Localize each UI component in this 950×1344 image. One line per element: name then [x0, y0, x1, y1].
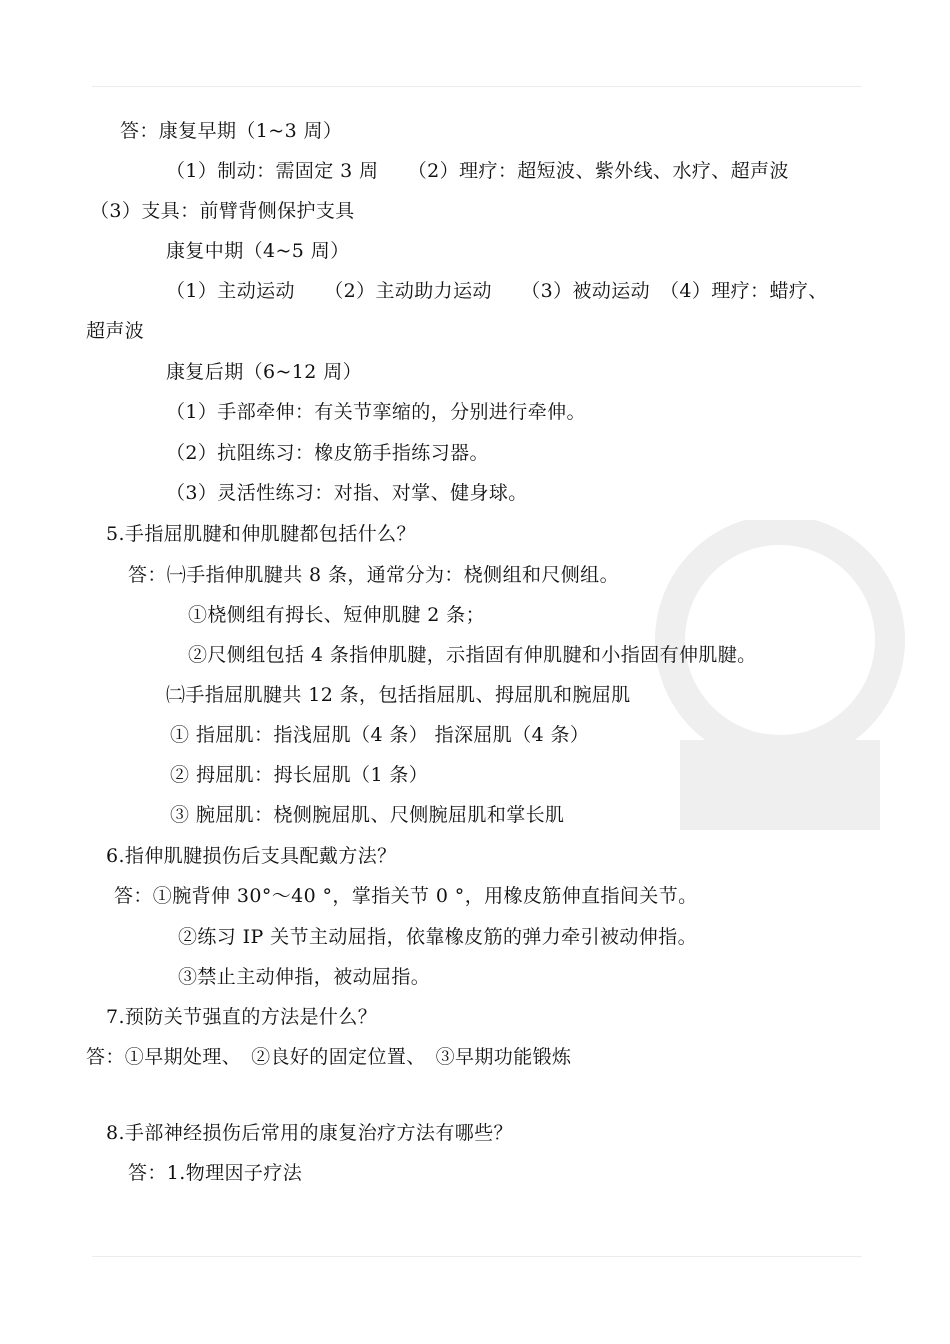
answer-6-step-1: 答：①腕背伸 30°～40 °，掌指关节 0 °，用橡皮筋伸直指间关节。	[114, 885, 698, 907]
late-stage-item-3: （3）灵活性练习：对指、对掌、健身球。	[166, 482, 528, 504]
answer-early-stage: 答：康复早期（1~3 周）	[120, 120, 343, 142]
answer-5-finger-flexors: ① 指屈肌：指浅屈肌（4 条） 指深屈肌（4 条）	[170, 724, 590, 746]
middle-stage-heading: 康复中期（4~5 周）	[166, 240, 350, 262]
early-stage-brace: （3）支具：前臂背侧保护支具	[90, 200, 355, 222]
answer-5-extensors: 答：㈠手指伸肌腱共 8 条，通常分为：桡侧组和尺侧组。	[128, 564, 619, 586]
answer-8-start: 答：1.物理因子疗法	[128, 1162, 303, 1184]
question-8: 8.手部神经损伤后常用的康复治疗方法有哪些？	[106, 1122, 513, 1144]
question-7: 7.预防关节强直的方法是什么？	[106, 1006, 378, 1028]
late-stage-item-1: （1）手部牵伸：有关节挛缩的，分别进行牵伸。	[166, 401, 586, 423]
answer-6-step-2: ②练习 IP 关节主动屈指，依靠橡皮筋的弹力牵引被动伸指。	[178, 926, 697, 948]
answer-5-flexors: ㈡手指屈肌腱共 12 条，包括指屈肌、拇屈肌和腕屈肌	[166, 684, 631, 706]
footer-rule	[92, 1256, 862, 1257]
answer-5-thumb-flexors: ② 拇屈肌：拇长屈肌（1 条）	[170, 764, 429, 786]
watermark-logo	[640, 520, 920, 840]
question-5: 5.手指屈肌腱和伸肌腱都包括什么？	[106, 523, 416, 545]
answer-7: 答：①早期处理、 ②良好的固定位置、 ③早期功能锻炼	[86, 1046, 572, 1068]
answer-6-step-3: ③禁止主动伸指，被动屈指。	[178, 966, 431, 988]
middle-stage-items-cont: 超声波	[86, 320, 145, 342]
middle-stage-items: （1）主动运动 （2）主动助力运动 （3）被动运动 （4）理疗：蜡疗、	[166, 280, 828, 302]
late-stage-heading: 康复后期（6~12 周）	[166, 361, 363, 383]
early-stage-items: （1）制动：需固定 3 周 （2）理疗：超短波、紫外线、水疗、超声波	[166, 160, 789, 182]
question-6: 6.指伸肌腱损伤后支具配戴方法？	[106, 845, 397, 867]
header-rule	[92, 86, 862, 87]
late-stage-item-2: （2）抗阻练习：橡皮筋手指练习器。	[166, 442, 489, 464]
answer-5-ulnar-group: ②尺侧组包括 4 条指伸肌腱，示指固有伸肌腱和小指固有伸肌腱。	[188, 644, 757, 666]
answer-5-wrist-flexors: ③ 腕屈肌：桡侧腕屈肌、尺侧腕屈肌和掌长肌	[170, 804, 565, 826]
answer-5-radial-group: ①桡侧组有拇长、短伸肌腱 2 条；	[188, 604, 485, 626]
